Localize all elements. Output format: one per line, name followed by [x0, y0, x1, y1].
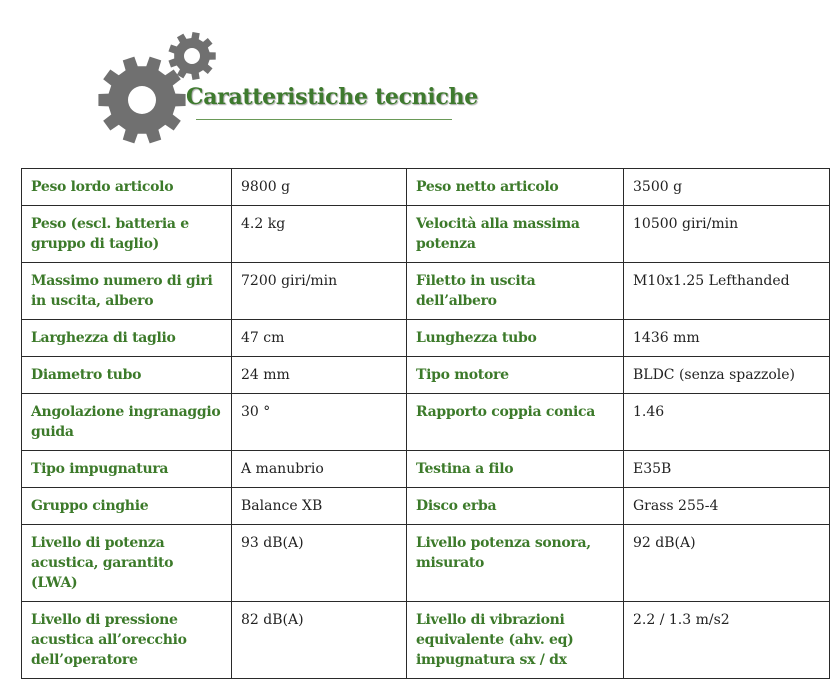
table-row: [22, 320, 830, 357]
spec-label: Lunghezza tubo: [407, 320, 624, 357]
spec-value: A manubrio: [232, 451, 407, 488]
spec-label: Livello potenza sonora, misurato: [407, 525, 624, 602]
spec-value: 93 dB(A): [232, 525, 407, 602]
spec-label: Livello di pressione acustica all’orecchio dell’operatore: [22, 602, 232, 679]
table-row: [22, 206, 830, 263]
table-row: [22, 169, 830, 206]
table-row: [22, 263, 830, 320]
header: [0, 0, 834, 160]
spec-label: Peso (escl. batteria e gruppo di taglio): [22, 206, 232, 263]
spec-value: 10500 giri/min: [624, 206, 830, 263]
title-underline: [196, 119, 452, 120]
spec-value: 82 dB(A): [232, 602, 407, 679]
specs-table: [21, 168, 830, 679]
spec-value: 30 °: [232, 394, 407, 451]
spec-label: Velocità alla massima potenza: [407, 206, 624, 263]
spec-value: 2.2 / 1.3 m/s2: [624, 602, 830, 679]
spec-label: Larghezza di taglio: [22, 320, 232, 357]
spec-label: Testina a filo: [407, 451, 624, 488]
spec-value: M10x1.25 Lefthanded: [624, 263, 830, 320]
spec-label: Diametro tubo: [22, 357, 232, 394]
spec-label: Rapporto coppia conica: [407, 394, 624, 451]
spec-label: Livello di potenza acustica, garantito (LWA): [22, 525, 232, 602]
spec-label: Tipo impugnatura: [22, 451, 232, 488]
spec-value: Balance XB: [232, 488, 407, 525]
spec-value: 7200 giri/min: [232, 263, 407, 320]
spec-label: Filetto in uscita dell’albero: [407, 263, 624, 320]
spec-label: Livello di vibrazioni equivalente (ahv. eq) impugnatura sx / dx: [407, 602, 624, 679]
spec-value: 1.46: [624, 394, 830, 451]
table-row: [22, 525, 830, 602]
table-row: [22, 394, 830, 451]
spec-value: 92 dB(A): [624, 525, 830, 602]
page-title: Caratteristiche tecniche: [186, 84, 478, 110]
spec-value: 24 mm: [232, 357, 407, 394]
spec-label: Disco erba: [407, 488, 624, 525]
table-row: [22, 602, 830, 679]
spec-value: BLDC (senza spazzole): [624, 357, 830, 394]
spec-value: Grass 255-4: [624, 488, 830, 525]
spec-label: Angolazione ingranaggio guida: [22, 394, 232, 451]
spec-label: Massimo numero di giri in uscita, albero: [22, 263, 232, 320]
spec-value: 4.2 kg: [232, 206, 407, 263]
table-row: [22, 451, 830, 488]
spec-value: 3500 g: [624, 169, 830, 206]
spec-label: Peso netto articolo: [407, 169, 624, 206]
spec-value: 1436 mm: [624, 320, 830, 357]
table-row: [22, 357, 830, 394]
spec-label: Gruppo cinghie: [22, 488, 232, 525]
spec-value: 9800 g: [232, 169, 407, 206]
spec-label: Peso lordo articolo: [22, 169, 232, 206]
spec-label: Tipo motore: [407, 357, 624, 394]
spec-value: 47 cm: [232, 320, 407, 357]
big-gear-shape: [98, 57, 185, 144]
table-row: [22, 488, 830, 525]
spec-value: E35B: [624, 451, 830, 488]
